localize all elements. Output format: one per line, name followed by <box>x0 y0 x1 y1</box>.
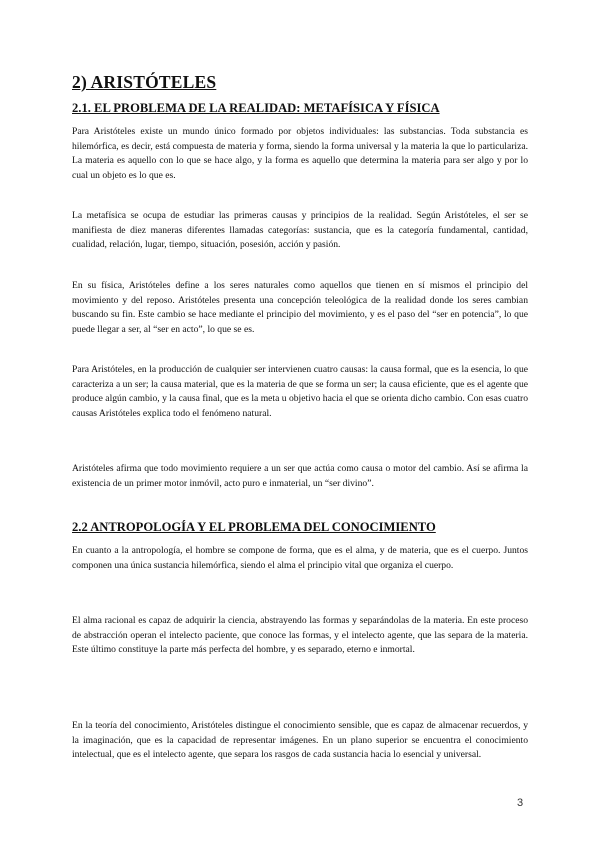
paragraph-alma-racional: El alma racional es capaz de adquirir la ciencia, abstrayendo las formas y separándolas de la materia. En este proceso de abstracción operan el intelecto paciente, que conoce las formas, y el intelecto agente, que las separa de la materia. Este último constituye la parte más perfecta del hombre, y es separado, eterno e inmortal. <box>72 615 528 656</box>
paragraph-cuatro-causas: Para Aristóteles, en la producción de cualquier ser intervienen cuatro causas: la causa formal, que es la esencia, lo que caracteriza a un ser; la causa material, que es la materia de que se forma un ser; la causa eficiente, que es el agente que produce algún cambio, y la causa final, que es la meta u objetivo hacia el que se orienta dicho cambio. Con esas cuatro causas Aristóteles explica todo el fenómeno natural. <box>72 364 528 419</box>
paragraph-metafisica: La metafísica se ocupa de estudiar las primeras causas y principios de la realidad. Según Aristóteles, el ser se manifiesta de diez maneras diferentes llamadas categorías: sustancia, que es la categoría fundamental, cantidad, cualidad, relación, lugar, tiempo, situación, posesión, acción y pasión. <box>72 210 528 251</box>
section-heading-antropologia: 2.2 ANTROPOLOGÍA Y EL PROBLEMA DEL CONOCIMIENTO <box>72 520 436 534</box>
paragraph-antropologia: En cuanto a la antropología, el hombre se compone de forma, que es el alma, y de materia, que es el cuerpo. Juntos componen una única sustancia hilemórfica, siendo el alma el principio vital que organiza el cuerpo. <box>72 545 528 571</box>
paragraph-primer-motor: Aristóteles afirma que todo movimiento requiere a un ser que actúa como causa o motor del cambio. Así se afirma la existencia de un primer motor inmóvil, acto puro e inmaterial, un “ser divino”. <box>72 463 528 489</box>
paragraph-fisica: En su física, Aristóteles define a los seres naturales como aquellos que tienen en sí mismos el principio del movimiento y del reposo. Aristóteles presenta una concepción teleológica de la realidad donde los seres cambian buscando su fin. Este cambio se hace mediante el principio del movimiento, y es el paso del “ser en potencia”, lo que puede llegar a ser, al “ser en acto”, lo que se es. <box>72 280 528 335</box>
section-heading-metafisica: 2.1. EL PROBLEMA DE LA REALIDAD: METAFÍSICA Y FÍSICA <box>72 101 440 115</box>
paragraph-teoria-conocimiento: En la teoría del conocimiento, Aristóteles distingue el conocimiento sensible, que es capaz de almacenar recuerdos, y la imaginación, que es la capacidad de representar imágenes. En un plano superior se encuentra el conocimiento intelectual, que es el intelecto agente, que separa los rasgos de cada sustancia hacia lo esencial y universal. <box>72 720 528 761</box>
paragraph-substancias: Para Aristóteles existe un mundo único formado por objetos individuales: las substancias. Toda substancia es hilemórfica, es decir, está compuesta de materia y forma, siendo la forma universal y la materia la que lo particulariza. La materia es aquello con lo que se hace algo, y la forma es aquello que determina la materia para ser algo y por lo cual un objeto es lo que es. <box>72 126 528 181</box>
page-number: 3 <box>517 797 524 809</box>
document-title: 2) ARISTÓTELES <box>72 72 217 92</box>
